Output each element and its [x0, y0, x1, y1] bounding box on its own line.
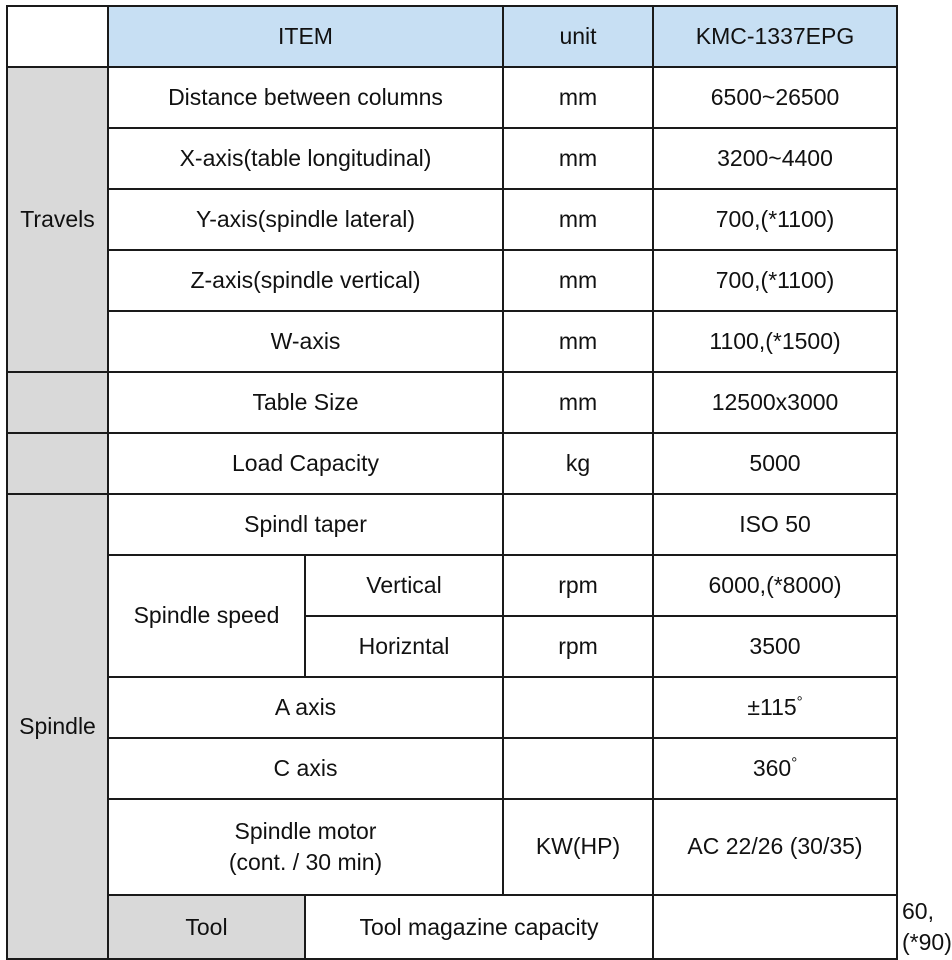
row-value: 12500x3000	[653, 372, 897, 433]
category-tool: Tool	[108, 895, 305, 959]
row-item: Load Capacity	[108, 433, 503, 494]
table-row	[7, 677, 897, 738]
row-value	[653, 677, 897, 738]
table-row	[7, 799, 897, 895]
row-group-label: Spindle speed	[108, 555, 305, 677]
row-value: 700,(*1100)	[653, 250, 897, 311]
table-row	[7, 250, 897, 311]
row-unit	[503, 677, 653, 738]
row-value: 700,(*1100)	[653, 189, 897, 250]
row-unit: kg	[503, 433, 653, 494]
row-unit: mm	[503, 67, 653, 128]
row-unit: rpm	[503, 555, 653, 616]
header-item: ITEM	[108, 6, 503, 67]
category-spindle: Spindle	[7, 494, 108, 959]
row-unit: KW(HP)	[503, 799, 653, 895]
row-value: 3200~4400	[653, 128, 897, 189]
row-item: C axis	[108, 738, 503, 799]
row-value: 6000,(*8000)	[653, 555, 897, 616]
row-value: 5000	[653, 433, 897, 494]
row-item: Y-axis(spindle lateral)	[108, 189, 503, 250]
row-unit: mm	[503, 128, 653, 189]
row-value: ISO 50	[653, 494, 897, 555]
table-row	[7, 494, 897, 555]
header-unit: unit	[503, 6, 653, 67]
table-row	[7, 738, 897, 799]
table-row	[7, 311, 897, 372]
header-corner-cell	[7, 6, 108, 67]
row-value: 3500	[653, 616, 897, 677]
row-value: AC 22/26 (30/35)	[653, 799, 897, 895]
table-row	[7, 189, 897, 250]
table-row	[7, 433, 897, 494]
table-row: Tool Tool magazine capacity 60,(*90)	[7, 895, 897, 959]
row-value: 1100,(*1500)	[653, 311, 897, 372]
row-unit	[653, 895, 897, 959]
row-value-text: 360	[752, 754, 792, 781]
row-item: X-axis(table longitudinal)	[108, 128, 503, 189]
row-item-line: (cont. / 30 min)	[228, 849, 383, 875]
table-row	[7, 372, 897, 433]
header-model: KMC-1337EPG	[653, 6, 897, 67]
category-empty	[7, 372, 108, 433]
row-item-line: Spindle motor	[234, 817, 377, 844]
header-row	[7, 6, 897, 67]
table-row	[7, 67, 897, 128]
degree-symbol: °	[796, 693, 803, 711]
row-item: A axis	[108, 677, 503, 738]
row-item: Distance between columns	[108, 67, 503, 128]
category-travels: Travels	[7, 67, 108, 372]
row-item: Z-axis(spindle vertical)	[108, 250, 503, 311]
row-value	[653, 738, 897, 799]
row-item	[108, 799, 503, 895]
category-empty	[7, 433, 108, 494]
row-unit: mm	[503, 311, 653, 372]
degree-symbol: °	[791, 754, 798, 772]
row-item: Tool magazine capacity	[305, 895, 653, 959]
row-value-text: ±115	[747, 693, 797, 720]
row-value: 6500~26500	[653, 67, 897, 128]
row-item: Vertical	[305, 555, 503, 616]
row-unit: mm	[503, 250, 653, 311]
table-row	[7, 555, 897, 616]
row-item: Table Size	[108, 372, 503, 433]
row-unit: rpm	[503, 616, 653, 677]
row-item: Horizntal	[305, 616, 503, 677]
spec-table	[6, 5, 952, 960]
row-item: W-axis	[108, 311, 503, 372]
row-unit: mm	[503, 372, 653, 433]
table-row	[7, 128, 897, 189]
row-unit	[503, 738, 653, 799]
row-item: Spindl taper	[108, 494, 503, 555]
row-unit: mm	[503, 189, 653, 250]
row-unit	[503, 494, 653, 555]
